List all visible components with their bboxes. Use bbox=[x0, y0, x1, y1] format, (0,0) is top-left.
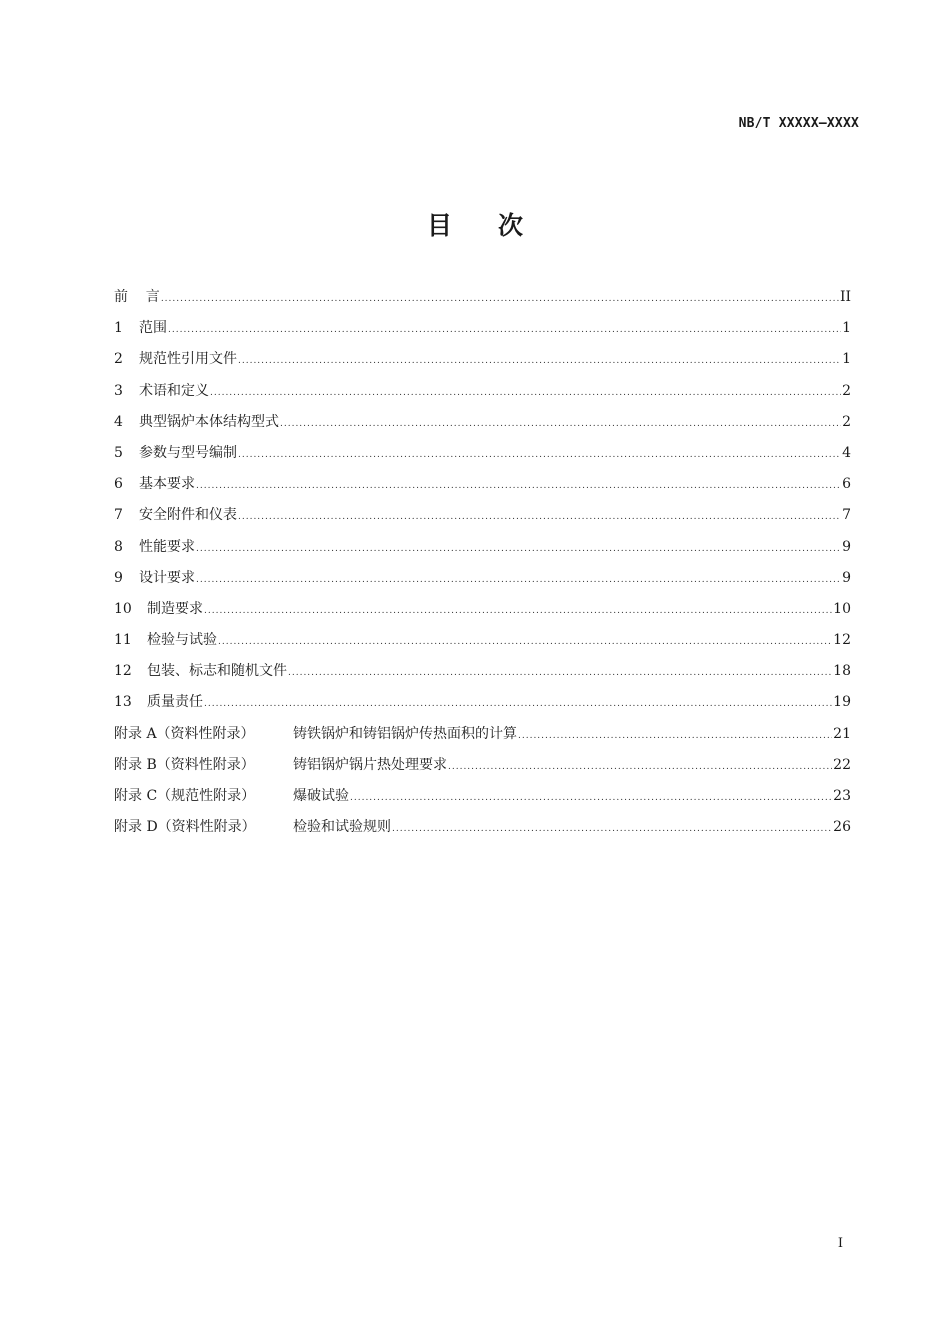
toc-entry-number: 4 bbox=[114, 413, 123, 430]
toc-entry-page: 19 bbox=[833, 694, 851, 711]
toc-entry-title: 性能要求 bbox=[139, 538, 195, 555]
toc-entry-title: 检验与试验 bbox=[147, 632, 217, 649]
toc-entry-page: 1 bbox=[842, 320, 851, 337]
toc-entry-preface[interactable] bbox=[114, 285, 851, 316]
toc-entry-appendix[interactable] bbox=[114, 722, 851, 753]
toc-entry[interactable] bbox=[114, 503, 851, 534]
toc-entry-number: 附录 C（规范性附录） bbox=[114, 788, 256, 804]
toc-entry-appendix[interactable] bbox=[114, 753, 851, 784]
toc-entry[interactable] bbox=[114, 316, 851, 347]
toc-entry-label bbox=[114, 285, 160, 309]
toc-entry-page: 21 bbox=[833, 725, 851, 742]
toc-entry-page: 9 bbox=[842, 569, 851, 586]
toc-leader-dots bbox=[392, 817, 832, 841]
toc-entry-title: 爆破试验 bbox=[293, 788, 349, 804]
toc-entry-number: 5 bbox=[114, 444, 123, 461]
toc-leader-dots bbox=[196, 537, 841, 561]
toc-entry-page: 12 bbox=[833, 632, 851, 649]
toc-entry-number: 附录 B（资料性附录） bbox=[114, 756, 255, 773]
toc-entry-label bbox=[114, 441, 237, 465]
toc-entry-label bbox=[114, 472, 195, 496]
toc-entry-number: 13 bbox=[114, 694, 132, 711]
toc-entry-title: 规范性引用文件 bbox=[139, 351, 237, 368]
toc-leader-dots bbox=[448, 755, 832, 779]
toc-leader-dots bbox=[210, 381, 841, 405]
toc-entry-label bbox=[114, 566, 195, 590]
toc-entry-label bbox=[114, 690, 203, 714]
toc-entry-page: 23 bbox=[833, 788, 851, 804]
toc-leader-dots bbox=[288, 661, 832, 685]
toc-leader-dots bbox=[238, 505, 841, 529]
toc-entry-number: 12 bbox=[114, 663, 132, 680]
toc-entry[interactable] bbox=[114, 535, 851, 566]
toc-entry-label bbox=[114, 753, 447, 777]
toc-entry-label bbox=[114, 347, 237, 371]
toc-entry-title: 范围 bbox=[139, 320, 167, 337]
toc-entry-number: 附录 D（资料性附录） bbox=[114, 819, 256, 836]
toc-entry-page: 18 bbox=[833, 663, 851, 680]
toc-entry-title: 制造要求 bbox=[147, 600, 203, 617]
toc-entry-page: 7 bbox=[842, 507, 851, 524]
toc-entry-number: 11 bbox=[114, 632, 132, 649]
toc-entry-number: 6 bbox=[114, 476, 123, 493]
toc-entry-number: 3 bbox=[114, 382, 123, 399]
toc-entry-page: 6 bbox=[842, 476, 851, 493]
toc-entry-number: 1 bbox=[114, 320, 123, 337]
toc-entry[interactable] bbox=[114, 659, 851, 690]
toc-entry-page: 1 bbox=[842, 351, 851, 368]
toc-entry-page: II bbox=[839, 289, 851, 305]
toc-entry-number: 8 bbox=[114, 538, 123, 555]
toc-entry-page: 2 bbox=[842, 413, 851, 430]
toc-entry-page: 26 bbox=[833, 819, 851, 836]
toc-entry-label bbox=[114, 503, 237, 527]
toc-entry-page: 22 bbox=[833, 756, 851, 773]
toc-entry-title: 基本要求 bbox=[139, 476, 195, 493]
toc-leader-dots bbox=[196, 474, 841, 498]
toc-entry[interactable] bbox=[114, 441, 851, 472]
toc-entry-title: 设计要求 bbox=[139, 569, 195, 586]
toc-entry[interactable] bbox=[114, 472, 851, 503]
toc-entry-page: 2 bbox=[842, 382, 851, 399]
toc-entry-label bbox=[114, 379, 209, 403]
toc-entry-page: 9 bbox=[842, 538, 851, 555]
toc-entry-page: 4 bbox=[842, 444, 851, 461]
toc-entry-number: 附录 A（资料性附录） bbox=[114, 725, 255, 742]
toc-entry-number: 9 bbox=[114, 569, 123, 586]
toc-entry-number: 10 bbox=[114, 600, 132, 617]
toc-entry-title: 安全附件和仪表 bbox=[139, 507, 237, 524]
toc-entry[interactable] bbox=[114, 628, 851, 659]
toc-entry[interactable] bbox=[114, 690, 851, 721]
toc-entry-label bbox=[114, 815, 391, 839]
toc-leader-dots bbox=[518, 724, 832, 748]
toc-leader-dots bbox=[238, 349, 841, 373]
toc-leader-dots bbox=[196, 568, 841, 592]
toc-entry[interactable] bbox=[114, 410, 851, 441]
toc-leader-dots bbox=[218, 630, 832, 654]
toc-entry-title: 铸铝锅炉锅片热处理要求 bbox=[293, 756, 447, 773]
toc-entry-label bbox=[114, 410, 279, 434]
toc-entry-label bbox=[114, 535, 195, 559]
toc-entry-title: 术语和定义 bbox=[139, 382, 209, 399]
toc-leader-dots bbox=[168, 318, 841, 342]
toc-entry[interactable] bbox=[114, 379, 851, 410]
toc-entry-label bbox=[114, 784, 349, 808]
toc-entry-title: 铸铁锅炉和铸铝锅炉传热面积的计算 bbox=[293, 725, 517, 742]
document-number: NB/T XXXXX—XXXX bbox=[738, 116, 859, 131]
toc-entry-label bbox=[114, 659, 287, 683]
toc-entry[interactable] bbox=[114, 597, 851, 628]
toc-leader-dots bbox=[238, 443, 841, 467]
toc-title: 目次 bbox=[426, 211, 569, 240]
toc-entry-label bbox=[114, 316, 167, 340]
toc-entry-title: 检验和试验规则 bbox=[293, 819, 391, 836]
page-number: I bbox=[837, 1236, 843, 1251]
toc-entry-appendix[interactable] bbox=[114, 815, 851, 846]
toc-entry-label bbox=[114, 597, 203, 621]
toc-entry-title: 质量责任 bbox=[147, 694, 203, 711]
toc-entry-title: 包装、标志和随机文件 bbox=[147, 663, 287, 680]
toc-entry-number: 2 bbox=[114, 351, 123, 368]
toc-entry-page: 10 bbox=[833, 600, 851, 617]
table-of-contents bbox=[114, 285, 851, 846]
toc-leader-dots bbox=[204, 599, 832, 623]
toc-entry-title: 前 言 bbox=[114, 289, 160, 305]
toc-entry-number: 7 bbox=[114, 507, 123, 524]
toc-leader-dots bbox=[161, 287, 839, 311]
toc-entry-label bbox=[114, 628, 217, 652]
toc-entry-title: 参数与型号编制 bbox=[139, 444, 237, 461]
toc-leader-dots bbox=[280, 412, 841, 436]
toc-leader-dots bbox=[204, 692, 832, 716]
toc-entry-appendix[interactable] bbox=[114, 784, 851, 815]
toc-entry-label bbox=[114, 722, 517, 746]
toc-entry-title: 典型锅炉本体结构型式 bbox=[139, 413, 279, 430]
toc-entry[interactable] bbox=[114, 566, 851, 597]
toc-entry[interactable] bbox=[114, 347, 851, 378]
toc-leader-dots bbox=[350, 786, 832, 810]
